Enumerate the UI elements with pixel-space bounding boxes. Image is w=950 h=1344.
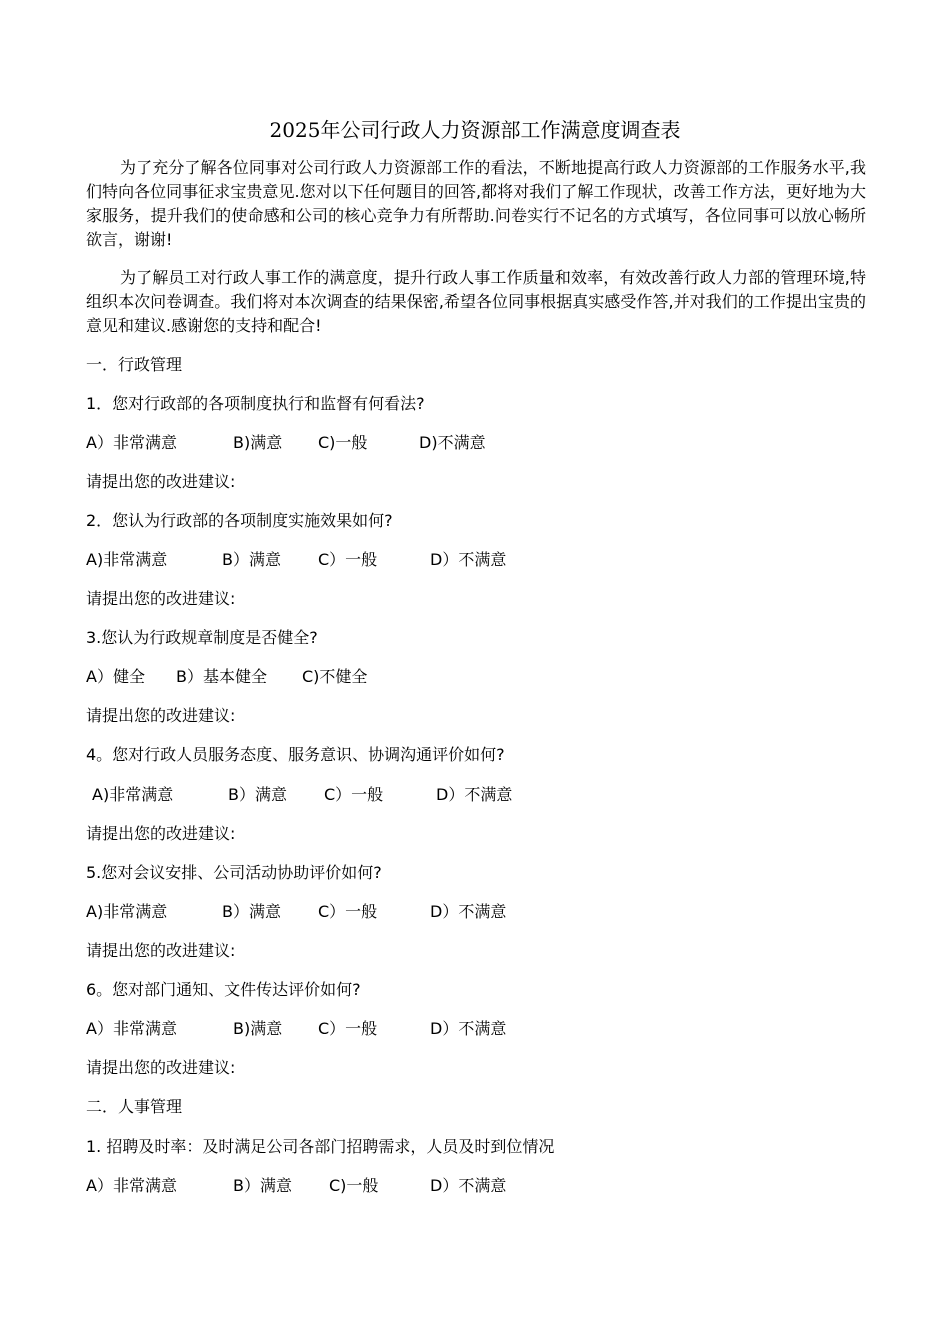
- option-a[interactable]: A)非常满意: [92, 785, 174, 804]
- suggestion-prompt-q2: 请提出您的改进建议:: [86, 589, 236, 608]
- option-a[interactable]: A）非常满意: [86, 1019, 177, 1038]
- option-c[interactable]: C)一般: [318, 433, 368, 452]
- option-b[interactable]: B)满意: [233, 433, 283, 452]
- option-d[interactable]: D）不满意: [430, 1019, 507, 1038]
- option-d[interactable]: D）不满意: [430, 550, 507, 569]
- question-4: 4。您对行政人员服务态度、服务意识、协调沟通评价如何?: [86, 745, 505, 764]
- option-d[interactable]: D)不满意: [419, 433, 486, 452]
- option-c[interactable]: C）一般: [318, 550, 378, 569]
- intro-paragraph-1: 为了充分了解各位同事对公司行政人力资源部工作的看法，不断地提高行政人力资源部的工作服务水平,我们特向各位同事征求宝贵意见.您对以下任何题目的回答,都将对我们了解工作现状，改善工作方法，更好地为大家服务，提升我们的使命感和公司的核心竞争力有所帮助.问卷实行不记名的方式填写，各位同事可以放心畅所欲言，谢谢!: [86, 158, 866, 249]
- suggestion-prompt-q3: 请提出您的改进建议:: [86, 706, 236, 725]
- intro-paragraph-2: 为了解员工对行政人事工作的满意度，提升行政人事工作质量和效率，有效改善行政人力部的管理环境,特组织本次问卷调查。我们将对本次调查的结果保密,希望各位同事根据真实感受作答,并对我们的工作提出宝贵的意见和建议.感谢您的支持和配合!: [86, 268, 866, 335]
- option-d[interactable]: D）不满意: [430, 902, 507, 921]
- question-6: 6。您对部门通知、文件传达评价如何?: [86, 980, 361, 999]
- section-heading-hr: 二．人事管理: [86, 1097, 183, 1116]
- question-1: 1．您对行政部的各项制度执行和监督有何看法?: [86, 394, 425, 413]
- option-a[interactable]: A）非常满意: [86, 1176, 177, 1195]
- option-d[interactable]: D）不满意: [436, 785, 513, 804]
- option-c[interactable]: C)一般: [329, 1176, 379, 1195]
- option-c[interactable]: C）一般: [318, 902, 378, 921]
- option-a[interactable]: A）健全: [86, 667, 145, 686]
- option-c[interactable]: C）一般: [318, 1019, 378, 1038]
- suggestion-prompt-q4: 请提出您的改进建议:: [86, 824, 236, 843]
- option-a[interactable]: A)非常满意: [86, 902, 168, 921]
- option-a[interactable]: A）非常满意: [86, 433, 177, 452]
- suggestion-prompt-q6: 请提出您的改进建议:: [86, 1058, 236, 1077]
- option-b[interactable]: B）满意: [228, 785, 287, 804]
- question-2: 2．您认为行政部的各项制度实施效果如何?: [86, 511, 393, 530]
- question-3: 3.您认为行政规章制度是否健全?: [86, 628, 318, 647]
- option-b[interactable]: B）满意: [222, 902, 281, 921]
- document-title: 2025年公司行政人力资源部工作满意度调查表: [269, 118, 681, 142]
- option-b[interactable]: B）满意: [233, 1176, 292, 1195]
- option-b[interactable]: B)满意: [233, 1019, 283, 1038]
- question-5: 5.您对会议安排、公司活动协助评价如何?: [86, 863, 382, 882]
- option-a[interactable]: A)非常满意: [86, 550, 168, 569]
- option-b[interactable]: B）基本健全: [176, 667, 267, 686]
- suggestion-prompt-q5: 请提出您的改进建议:: [86, 941, 236, 960]
- suggestion-prompt-q1: 请提出您的改进建议:: [86, 472, 236, 491]
- option-d[interactable]: D）不满意: [430, 1176, 507, 1195]
- section-heading-admin: 一．行政管理: [86, 355, 183, 374]
- option-c[interactable]: C）一般: [324, 785, 384, 804]
- option-b[interactable]: B）满意: [222, 550, 281, 569]
- hr-question-1: 1. 招聘及时率：及时满足公司各部门招聘需求，人员及时到位情况: [86, 1137, 555, 1156]
- option-c[interactable]: C)不健全: [302, 667, 368, 686]
